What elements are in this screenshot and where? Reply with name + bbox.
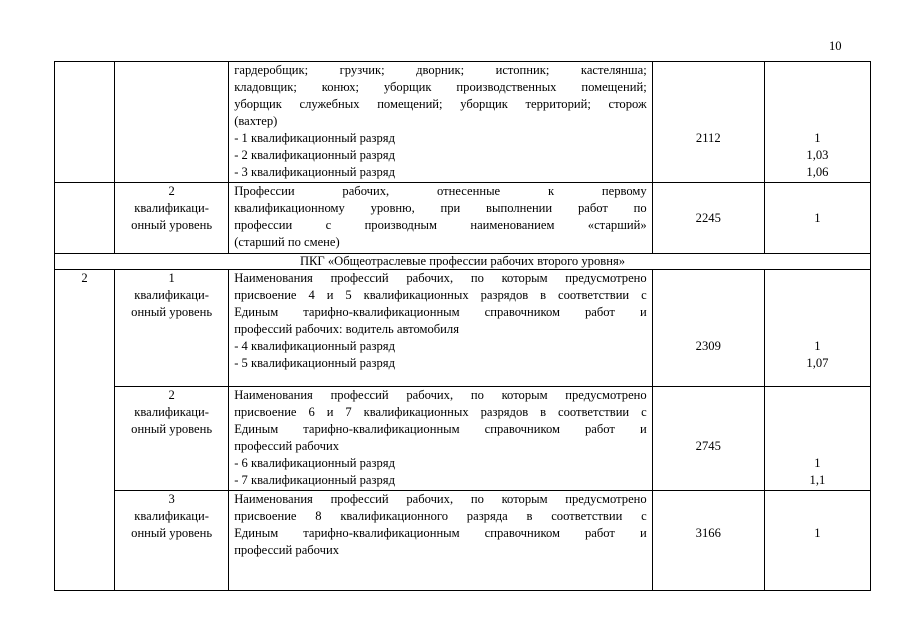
salary-cell	[652, 183, 764, 254]
salary-value: 2112	[695, 131, 721, 145]
description-line: профессий рабочих	[234, 439, 340, 453]
qual-level-cell	[115, 62, 229, 183]
description-line: - 5 квалификационный разряд	[234, 356, 395, 370]
description-line: (вахтер)	[234, 114, 278, 128]
description-cell	[229, 387, 653, 491]
description-line: Единым тарифно-квалификационным справочником работ и	[234, 526, 647, 540]
description-line: присвоение 4 и 5 квалификационных разрядов в соответствии с	[234, 288, 647, 302]
salary-value: 2309	[695, 339, 721, 353]
description-line: Единым тарифно-квалификационным справочником работ и	[234, 422, 647, 436]
coefficient-value: 1	[814, 210, 821, 225]
table-row	[55, 62, 871, 183]
description-line: Единым тарифно-квалификационным справочником работ и	[234, 305, 647, 319]
group-number-cell: 2	[55, 270, 115, 591]
description-line: - 7 квалификационный разряд	[234, 473, 395, 487]
description-line: присвоение 6 и 7 квалификационных разрядов в соответствии с	[234, 405, 647, 419]
description-line: профессии с производным наименованием «старший»	[234, 218, 647, 232]
description-line: - 2 квалификационный разряд	[234, 148, 395, 162]
coefficient-cell	[764, 270, 870, 387]
salary-table	[54, 61, 871, 591]
description-line: Наименования профессий рабочих, по которым предусмотрено	[234, 271, 647, 285]
coefficient-value: 1,06	[806, 165, 829, 179]
group-number-cell	[55, 62, 115, 183]
salary-value: 3166	[695, 526, 721, 540]
description-line: гардеробщик; грузчик; дворник; истопник; кастелянша;	[234, 63, 647, 77]
salary-cell	[652, 270, 764, 387]
group-number-cell	[55, 183, 115, 254]
salary-cell	[652, 62, 764, 183]
description-line: уборщик служебных помещений; уборщик территорий; сторож	[234, 97, 647, 111]
coefficient-value: 1,03	[806, 148, 829, 162]
description-line: - 4 квалификационный разряд	[234, 339, 395, 353]
description-line: присвоение 8 квалификационного разряда в соответствии с	[234, 509, 647, 523]
table-row	[55, 270, 871, 387]
coefficient-cell	[764, 62, 870, 183]
description-line: профессий рабочих	[234, 543, 340, 557]
coefficient-cell	[764, 183, 870, 254]
description-cell	[229, 491, 653, 591]
description-line: - 3 квалификационный разряд	[234, 165, 395, 179]
table-row	[55, 491, 871, 591]
description-line: (старший по смене)	[234, 235, 340, 249]
description-line: - 6 квалификационный разряд	[234, 456, 395, 470]
group-title-row	[55, 254, 871, 270]
qual-level-cell: 3 квалификаци- онный уровень	[115, 491, 229, 591]
description-cell	[229, 62, 653, 183]
table-row	[55, 387, 871, 491]
description-line: профессий рабочих: водитель автомобиля	[234, 322, 459, 336]
salary-value: 2745	[695, 439, 721, 453]
description-cell	[229, 183, 653, 254]
coefficient-value: 1	[814, 339, 821, 353]
qual-level-cell: 2 квалификаци- онный уровень	[115, 387, 229, 491]
salary-value: 2245	[695, 210, 721, 225]
salary-cell	[652, 491, 764, 591]
coefficient-value: 1	[814, 131, 821, 145]
coefficient-value: 1	[814, 456, 821, 470]
salary-cell	[652, 387, 764, 491]
description-line: Наименования профессий рабочих, по которым предусмотрено	[234, 388, 647, 402]
description-line: квалификационному уровню, при выполнении работ по	[234, 201, 647, 215]
qual-level-cell: 2 квалификаци- онный уровень	[115, 183, 229, 254]
coefficient-value: 1,1	[809, 473, 826, 487]
table-row	[55, 183, 871, 254]
description-cell	[229, 270, 653, 387]
description-line: Профессии рабочих, отнесенные к первому	[234, 184, 647, 198]
coefficient-value: 1	[814, 526, 821, 540]
coefficient-cell	[764, 387, 870, 491]
coefficient-cell	[764, 491, 870, 591]
coefficient-value: 1,07	[806, 356, 829, 370]
qual-level-cell: 1 квалификаци- онный уровень	[115, 270, 229, 387]
description-line: кладовщик; конюх; уборщик производственных помещений;	[234, 80, 647, 94]
description-line: - 1 квалификационный разряд	[234, 131, 395, 145]
description-line: Наименования профессий рабочих, по которым предусмотрено	[234, 492, 647, 506]
group-title: ПКГ «Общеотраслевые профессии рабочих второго уровня»	[55, 254, 871, 270]
page-number: 10	[829, 39, 842, 53]
